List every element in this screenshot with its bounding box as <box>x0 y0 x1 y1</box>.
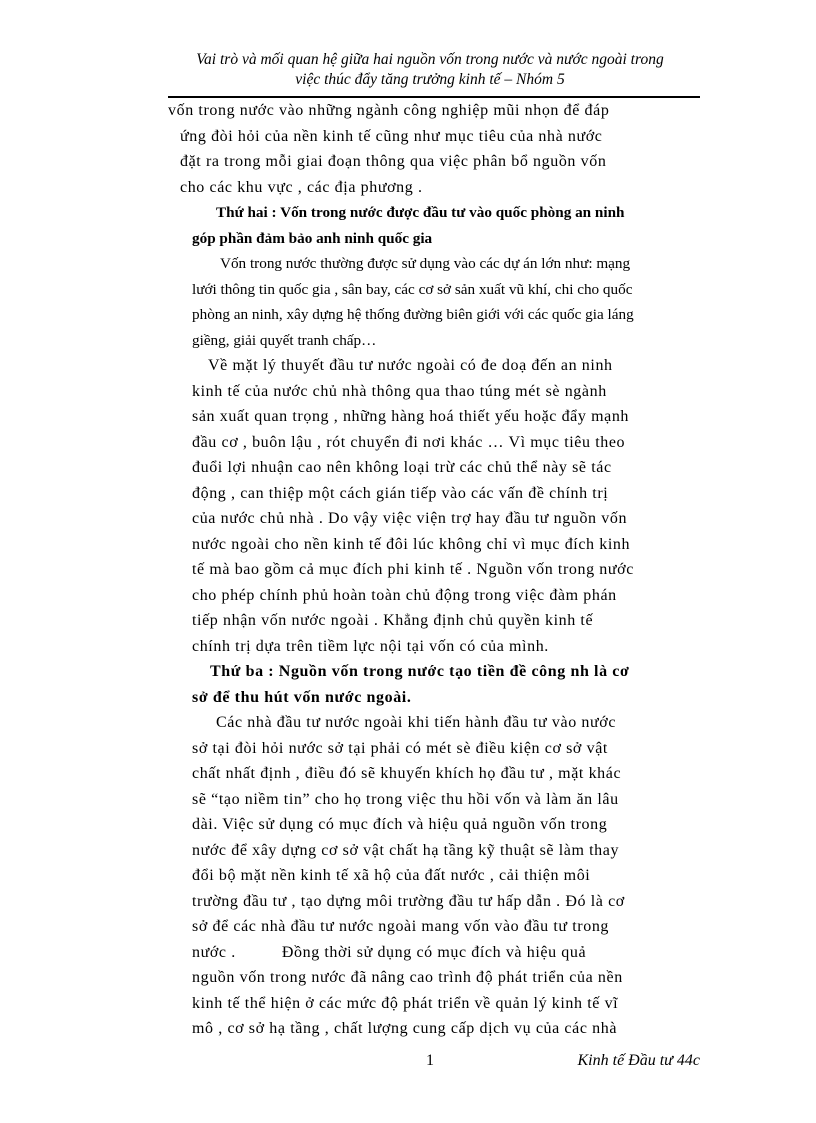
paragraph-line: kinh tế của nước chủ nhà thông qua thao túng mét sè ngành <box>192 382 607 400</box>
paragraph-line: tiếp nhận vốn nước ngoài . Khẳng định chủ quyền kinh tế <box>192 612 594 629</box>
paragraph-line: chất nhất định , điều đó sẽ khuyến khích họ đầu tư , mặt khác <box>192 765 622 782</box>
paragraph-line: Về mặt lý thuyết đầu tư nước ngoài có đe doạ đến an ninh <box>208 357 613 374</box>
paragraph-line: đuổi lợi nhuận cao nên không loại trừ các chủ thể này sẽ tác <box>192 459 612 476</box>
paragraph-line: sở tại đòi hỏi nước sở tại phải có mét sè điều kiện cơ sở vật <box>192 739 608 757</box>
page-number: 1 <box>426 1052 434 1069</box>
paragraph-line: phòng an ninh, xây dựng hệ thống đường biên giới với các quốc gia láng <box>192 306 634 323</box>
footer-text: Kinh tế Đầu tư 44c <box>577 1052 700 1069</box>
paragraph-line: cho các khu vực , các địa phương . <box>180 178 423 196</box>
header-line-2: việc thúc đẩy tăng trưởng kinh tế – Nhóm 5 <box>295 71 565 88</box>
paragraph-line: đổi bộ mặt nền kinh tế xã hộ của đất nước , cải thiện môi <box>192 867 591 884</box>
paragraph-line: kinh tế thể hiện ở các mức độ phát triển về quản lý kinh tế vĩ <box>192 994 619 1012</box>
paragraph-line: sở để các nhà đầu tư nước ngoài mang vốn vào đầu tư trong <box>192 918 610 935</box>
paragraph-line: đặt ra trong mỗi giai đoạn thông qua việc phân bổ nguồn vốn <box>180 153 607 170</box>
paragraph-line: dài. Việc sử dụng có mục đích và hiệu quả nguồn vốn trong <box>192 816 608 833</box>
body-text <box>168 98 698 1042</box>
paragraph-line: chính trị dựa trên tiềm lực nội tại vốn có của mình. <box>192 637 549 655</box>
paragraph-line: Các nhà đầu tư nước ngoài khi tiến hành đầu tư vào nước <box>216 714 617 731</box>
section-heading: Thứ ba : Nguồn vốn trong nước tạo tiền đề công nh là cơ <box>210 663 630 680</box>
paragraph-line: động , can thiệp một cách gián tiếp vào các vấn đề chính trị <box>192 484 609 502</box>
paragraph-line: sản xuất quan trọng , những hàng hoá thiết yếu hoặc đẩy mạnh <box>192 408 630 425</box>
paragraph-line: ứng đòi hỏi của nền kinh tế cũng như mục tiêu của nhà nước <box>180 127 603 145</box>
section-heading: sở để thu hút vốn nước ngoài. <box>192 688 412 706</box>
paragraph-line: của nước chủ nhà . Do vậy việc viện trợ hay đầu tư nguồn vốn <box>192 510 628 527</box>
paragraph-line: cho phép chính phủ hoàn toàn chủ động trong việc đàm phán <box>192 586 617 604</box>
header-line-1: Vai trò và mối quan hệ giữa hai nguồn vốn trong nước và nước ngoài trong <box>196 51 664 68</box>
paragraph-line: nguồn vốn trong nước đã nâng cao trình độ phát triển của nền <box>192 969 623 986</box>
paragraph-line: nước ngoài cho nền kinh tế đôi lúc không chỉ vì mục đích kinh <box>192 535 631 553</box>
section-heading: Thứ hai : Vốn trong nước được đầu tư vào quốc phòng an ninh <box>216 204 625 221</box>
paragraph-line: trường đầu tư , tạo dựng môi trường đầu tư hấp dẫn . Đó là cơ <box>192 892 625 910</box>
running-header <box>160 50 700 90</box>
paragraph-line: giềng, giải quyết tranh chấp… <box>192 331 377 349</box>
paragraph-line: sẽ “tạo niềm tin” cho họ trong việc thu hồi vốn và làm ăn lâu <box>192 790 619 808</box>
paragraph-line: đầu cơ , buôn lậu , rót chuyển đi nơi khác … Vì mục tiêu theo <box>192 433 626 451</box>
paragraph-line: lưới thông tin quốc gia , sân bay, các cơ sở sản xuất vũ khí, chi cho quốc <box>192 280 633 298</box>
paragraph-line: nước để xây dựng cơ sở vật chất hạ tầng kỹ thuật sẽ làm thay <box>192 841 620 859</box>
section-heading: góp phần đảm bảo anh ninh quốc gia <box>192 229 433 247</box>
paragraph-line: tế mà bao gồm cả mục đích phi kinh tế . Nguồn vốn trong nước <box>192 561 634 578</box>
page-footer <box>168 1052 700 1072</box>
paragraph-line: mô , cơ sở hạ tầng , chất lượng cung cấp dịch vụ của các nhà <box>192 1020 618 1037</box>
paragraph-line: vốn trong nước vào những ngành công nghiệp mũi nhọn để đáp <box>168 102 610 119</box>
paragraph-line: nước . Đồng thời sử dụng có mục đích và hiệu quả <box>192 943 587 961</box>
paragraph-line: Vốn trong nước thường được sử dụng vào các dự án lớn như: mạng <box>220 255 631 272</box>
